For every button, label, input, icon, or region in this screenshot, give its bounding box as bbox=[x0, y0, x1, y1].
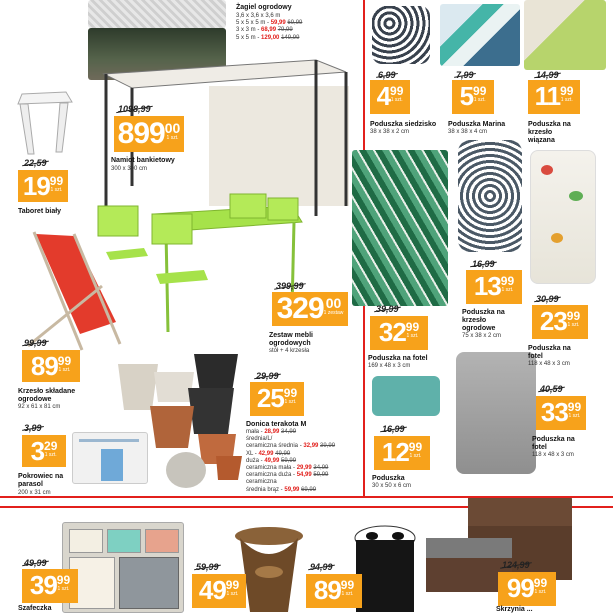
seat-cushion-desc: 38 x 38 x 2 cm bbox=[370, 129, 410, 135]
armchair-desc: 118 x 48 x 3 cm bbox=[528, 361, 570, 367]
pot-variant-5: duża - 49,99 59,99 bbox=[246, 457, 297, 464]
garden-chair-price-tag: 13 99 1 szt. bbox=[466, 270, 522, 304]
umbrella-cover-old-price: 3,99 bbox=[24, 423, 42, 433]
pot-variant-1: mała - 28,99 34,99 bbox=[246, 429, 297, 435]
furniture-set-name: Zestaw mebli ogrodowych bbox=[269, 332, 313, 348]
pot-variant-4: XL - 42,99 49,99 bbox=[246, 450, 291, 457]
grey-armchair-old-price: 40,59 bbox=[540, 384, 563, 394]
seat-cushion-name: Poduszka siedzisko bbox=[370, 121, 437, 128]
seat-cushion-price-tag: 4 99 1 szt. bbox=[370, 80, 410, 114]
beach-chair-desc: 92 x 61 x 81 cm bbox=[18, 404, 61, 410]
gazebo-old-price: 1098,99 bbox=[118, 104, 151, 114]
furniture-set-price-tag: 329 00 1 zestaw bbox=[272, 292, 348, 326]
shade-sail-size-4: 5 x 5 m - 129,00 149,99 bbox=[236, 34, 300, 41]
grey-armchair-name: Poduszka na fotel bbox=[532, 436, 575, 452]
recliner-desc: 169 x 48 x 3 cm bbox=[368, 363, 411, 369]
panda-pouf-old-price: 94,99 bbox=[310, 562, 333, 572]
armchair-old-price: 30,99 bbox=[536, 294, 559, 304]
pot-variant-3: ceramiczna średnia - 32,99 39,99 bbox=[246, 443, 336, 450]
garden-chair-desc: 75 x 38 x 2 cm bbox=[462, 333, 502, 339]
umbrella-cover-price-tag: 3 29 1 szt. bbox=[22, 435, 66, 467]
gazebo-price-tag: 899 00 1 szt. bbox=[114, 116, 184, 152]
shade-sail-size-1: 3,6 x 3,6 x 3,6 m bbox=[236, 13, 281, 19]
grey-armchair-desc: 118 x 48 x 3 cm bbox=[532, 452, 574, 458]
pot-name: Donica terakota M bbox=[246, 421, 307, 428]
marina-price-tag: 5 99 1 szt. bbox=[452, 80, 494, 114]
furniture-set-desc: stół + 4 krzesła bbox=[269, 348, 310, 354]
furniture-set-old-price: 399,99 bbox=[276, 281, 304, 291]
beach-chair-name: Krzesło składane ogrodowe bbox=[18, 388, 76, 404]
shade-sail-image bbox=[88, 0, 226, 28]
garden-chair-cushion-image bbox=[458, 140, 522, 252]
beach-chair-price-tag: 89 99 1 szt. bbox=[22, 350, 80, 382]
stool-old-price: 22,59 bbox=[24, 158, 47, 168]
rattan-stool-old-price: 59,99 bbox=[196, 562, 219, 572]
chest-name: Skrzynia ... bbox=[496, 606, 533, 613]
umbrella-cover-image bbox=[72, 432, 148, 484]
garden-chair-old-price: 16,99 bbox=[472, 259, 495, 269]
marina-desc: 38 x 38 x 4 cm bbox=[448, 129, 488, 135]
pot-variant-9: średnia brąz - 59,99 69,99 bbox=[246, 486, 317, 493]
umbrella-cover-desc: 200 x 31 cm bbox=[18, 490, 51, 496]
pot-variant-8: ceramiczna bbox=[246, 479, 277, 486]
cabinet-old-price: 49,99 bbox=[24, 558, 47, 568]
armchair-price-tag: 23 99 1 szt. bbox=[532, 305, 588, 339]
armchair-name: Poduszka na fotel bbox=[528, 345, 571, 361]
stool-price-tag: 19 99 1 szt. bbox=[18, 170, 68, 202]
seat-cushion-image bbox=[372, 6, 430, 64]
shade-sail-sizes bbox=[236, 13, 361, 42]
chest-price-tag: 99 99 1 szt. bbox=[498, 572, 556, 606]
gazebo-desc: 300 x 300 cm bbox=[111, 166, 148, 172]
rattan-stool-price-tag: 49 99 1 szt. bbox=[192, 574, 246, 608]
shade-sail-name: Żagiel ogrodowy bbox=[236, 4, 292, 11]
grey-armchair-price-tag: 33 99 1 szt. bbox=[536, 396, 586, 430]
seat-cushion-old-price: 6,99 bbox=[378, 70, 396, 80]
garden-chair-name: Poduszka na krzesło ogrodowe bbox=[462, 309, 505, 333]
recliner-name: Poduszka na fotel bbox=[368, 355, 428, 362]
cabinet-name: Szafeczka bbox=[18, 605, 52, 612]
cabinet-image bbox=[62, 522, 184, 613]
marina-name: Poduszka Marina bbox=[448, 121, 506, 128]
pot-variant-2: średnia/L/ bbox=[246, 436, 273, 443]
shade-sail-size-2: 5 x 5 x 5 m - 59,99 69,99 bbox=[236, 20, 303, 27]
pillow-name: Poduszka bbox=[372, 475, 405, 482]
pillow-old-price: 16,99 bbox=[382, 424, 405, 434]
shade-sail-size-3: 3 x 3 m - 68,99 79,99 bbox=[236, 27, 293, 34]
tied-cushion-name: Poduszka na krzesło wiązana bbox=[528, 121, 571, 145]
pot-variant-6: ceramiczna mała - 29,99 34,99 bbox=[246, 464, 329, 471]
cabinet-price-tag: 39 99 1 szt. bbox=[22, 569, 78, 603]
pot-old-price: 29,99 bbox=[256, 371, 279, 381]
recliner-cushion-image bbox=[352, 150, 448, 306]
pot-price-tag: 25 99 1 szt. bbox=[250, 382, 304, 416]
pillow-desc: 30 x 50 x 6 cm bbox=[372, 483, 412, 489]
stool-name: Taboret biały bbox=[18, 208, 62, 215]
pot-variant-7: ceramiczna duża - 54,99 59,99 bbox=[246, 472, 329, 479]
pot-variants bbox=[246, 429, 364, 494]
tied-cushion-image bbox=[524, 0, 606, 70]
grey-cushion-image bbox=[456, 352, 536, 474]
beach-chair-old-price: 99,99 bbox=[24, 338, 47, 348]
chest-old-price: 124,99 bbox=[502, 560, 530, 570]
recliner-price-tag: 32 99 1 szt. bbox=[370, 316, 428, 350]
pillow-image bbox=[372, 376, 440, 416]
pillow-price-tag: 12 99 1 szt. bbox=[374, 436, 430, 470]
tied-cushion-old-price: 14,99 bbox=[536, 70, 559, 80]
panda-pouf-price-tag: 89 99 1 szt. bbox=[306, 574, 362, 608]
armchair-cushion-image bbox=[530, 150, 596, 284]
recliner-old-price: 39,99 bbox=[376, 304, 399, 314]
gazebo-name: Namiot bankietowy bbox=[111, 157, 175, 164]
tied-cushion-price-tag: 11 99 1 szt. bbox=[528, 80, 580, 114]
marina-old-price: 7,99 bbox=[456, 70, 474, 80]
stool-image bbox=[14, 88, 76, 156]
umbrella-cover-name: Pokrowiec na parasol bbox=[18, 473, 64, 489]
marina-cushion-image bbox=[440, 4, 520, 66]
